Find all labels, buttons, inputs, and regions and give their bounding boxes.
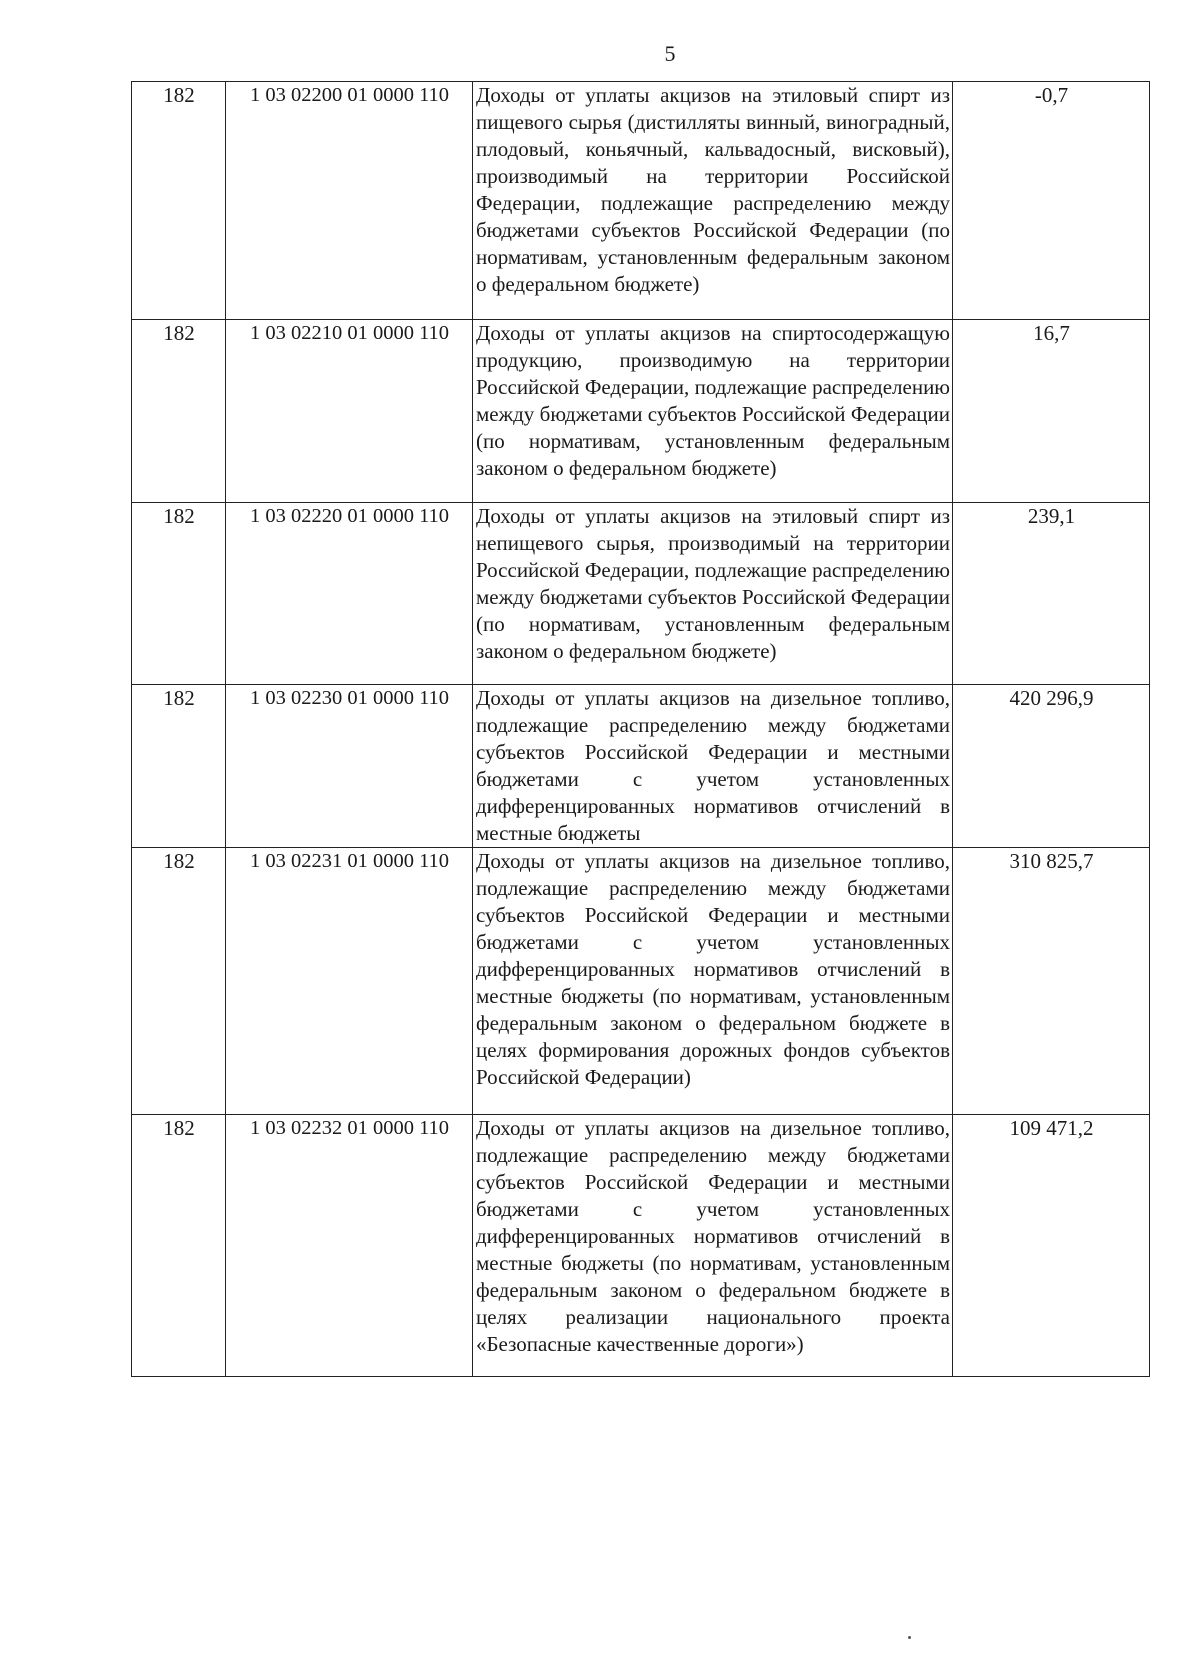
- table-row: [132, 848, 1150, 1115]
- amount-cell: 109 471,2: [953, 1115, 1150, 1377]
- budget-code-cell: 1 03 02231 01 0000 110: [226, 848, 473, 1115]
- table-row: [132, 320, 1150, 503]
- revenue-name-cell: Доходы от уплаты акцизов на спиртосодержащую продукцию, производимую на территории Российской Федерации, подлежащие распределению между бюджетами субъектов Российской Федерации (по нормативам, установленным федеральным законом о федеральном бюджете): [473, 320, 953, 503]
- page-number: 5: [664, 41, 676, 66]
- admin-code-cell: 182: [132, 82, 226, 320]
- revenue-name-cell: Доходы от уплаты акцизов на дизельное топливо, подлежащие распределению между бюджетами субъектов Российской Федерации и местными бюджетами с учетом установленных дифференцированных нормативов отчислений в местные бюджеты (по нормативам, установленным федеральным законом о федеральном бюджете в целях формирования дорожных фондов субъектов Российской Федерации): [473, 848, 953, 1115]
- budget-code-cell: 1 03 02210 01 0000 110: [226, 320, 473, 503]
- revenue-name-cell: Доходы от уплаты акцизов на этиловый спирт из непищевого сырья, производимый на территории Российской Федерации, подлежащие распределению между бюджетами субъектов Российской Федерации (по нормативам, установленным федеральным законом о федеральном бюджете): [473, 503, 953, 685]
- admin-code-cell: 182: [132, 848, 226, 1115]
- revenue-name-cell: Доходы от уплаты акцизов на дизельное топливо, подлежащие распределению между бюджетами субъектов Российской Федерации и местными бюджетами с учетом установленных дифференцированных нормативов отчислений в местные бюджеты (по нормативам, установленным федеральным законом о федеральном бюджете в целях реализации национального проекта «Безопасные качественные дороги»): [473, 1115, 953, 1377]
- revenue-name-cell: Доходы от уплаты акцизов на этиловый спирт из пищевого сырья (дистилляты винный, виноградный, плодовый, коньячный, кальвадосный, висковый), производимый на территории Российской Федерации, подлежащие распределению между бюджетами субъектов Российской Федерации (по нормативам, установленным федеральным законом о федеральном бюджете): [473, 82, 953, 320]
- table-row: [132, 685, 1150, 848]
- amount-cell: 310 825,7: [953, 848, 1150, 1115]
- admin-code-cell: 182: [132, 503, 226, 685]
- revenue-name-cell: Доходы от уплаты акцизов на дизельное топливо, подлежащие распределению между бюджетами субъектов Российской Федерации и местными бюджетами с учетом установленных дифференцированных нормативов отчислений в местные бюджеты: [473, 685, 953, 848]
- table-row: [132, 503, 1150, 685]
- admin-code-cell: 182: [132, 1115, 226, 1377]
- scan-speck: [908, 1636, 911, 1639]
- budget-code-cell: 1 03 02200 01 0000 110: [226, 82, 473, 320]
- amount-cell: 239,1: [953, 503, 1150, 685]
- table-row: [132, 82, 1150, 320]
- amount-cell: 420 296,9: [953, 685, 1150, 848]
- budget-code-cell: 1 03 02230 01 0000 110: [226, 685, 473, 848]
- revenue-table: [131, 81, 1150, 1377]
- amount-cell: 16,7: [953, 320, 1150, 503]
- table-row: [132, 1115, 1150, 1377]
- budget-code-cell: 1 03 02220 01 0000 110: [226, 503, 473, 685]
- budget-code-cell: 1 03 02232 01 0000 110: [226, 1115, 473, 1377]
- amount-cell: -0,7: [953, 82, 1150, 320]
- admin-code-cell: 182: [132, 685, 226, 848]
- admin-code-cell: 182: [132, 320, 226, 503]
